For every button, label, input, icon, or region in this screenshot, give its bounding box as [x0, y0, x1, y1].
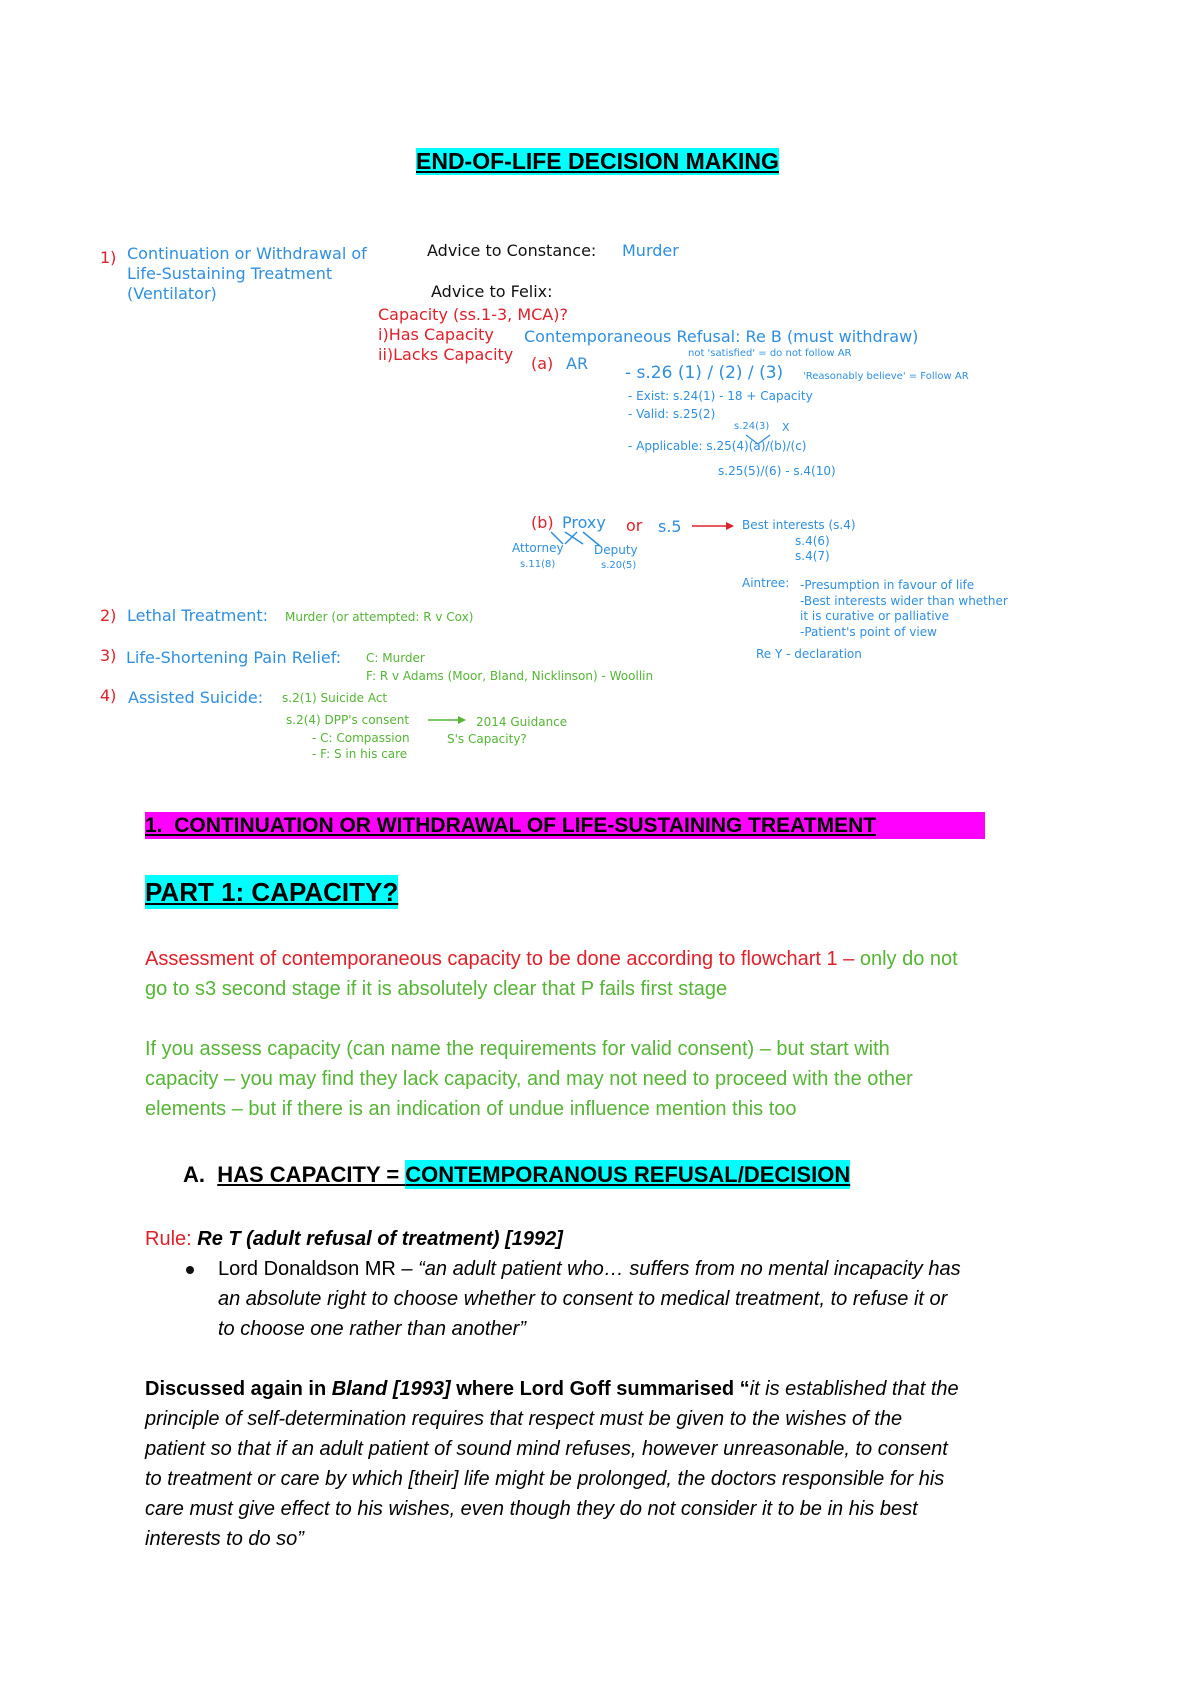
advice-constance-value: Murder [622, 241, 679, 260]
bland-quote-4: to treatment or care by which [their] life might be prolonged, the doctors responsible for his [145, 1468, 945, 1490]
assisted-suicide-guidance: 2014 Guidance [476, 715, 568, 729]
assisted-suicide-s21: s.2(1) Suicide Act [282, 691, 388, 705]
life-shortening-label: Life-Shortening Pain Relief: [126, 648, 342, 667]
deputy-label: Deputy [594, 543, 638, 557]
section-1-title: CONTINUATION OR WITHDRAWAL OF LIFE-SUSTAINING TREATMENT [174, 814, 877, 837]
bland-mid: where Lord Goff summarised “ [450, 1378, 750, 1400]
branch-a-label: (a) [531, 354, 554, 373]
item-1-line-3: (Ventilator) [127, 284, 217, 303]
life-shortening-c: C: Murder [366, 651, 425, 665]
assisted-suicide-care: - F: S in his care [312, 747, 408, 761]
s11-8-ref: s.11(8) [520, 559, 556, 570]
attorney-label: Attorney [512, 541, 564, 555]
assisted-suicide-compassion: - C: Compassion [312, 731, 410, 745]
branch-b-label: (b) [531, 513, 554, 532]
paragraph-1-green-b: go to s3 second stage if it is absolutely clear that P fails first stage [145, 978, 728, 1000]
or-label: or [626, 516, 643, 535]
assisted-suicide-dpp: s.2(4) DPP's consent [286, 713, 410, 727]
advice-felix-label: Advice to Felix: [431, 282, 553, 301]
lethal-treatment-value: Murder (or attempted: R v Cox) [285, 610, 474, 624]
x-mark: X [782, 421, 790, 434]
s26-ref: - s.26 (1) / (2) / (3) [625, 363, 784, 383]
paragraph-capacity-advice [145, 1034, 913, 1124]
document-title: END-OF-LIFE DECISION MAKING [416, 148, 779, 174]
paragraph-2-line-3: elements – but if there is an indication of undue influence mention this too [145, 1098, 797, 1120]
reasonably-believe-note: 'Reasonably believe' = Follow AR [803, 371, 969, 382]
exist-requirement: - Exist: s.24(1) - 18 + Capacity [628, 389, 813, 403]
bullet-dot [186, 1266, 194, 1274]
has-capacity: i)Has Capacity [378, 325, 494, 344]
s5-ref: s.5 [658, 517, 682, 536]
aintree-point-1: -Presumption in favour of life [800, 578, 975, 592]
paragraph-flowchart-note [145, 944, 958, 1004]
subsection-a-pre: HAS CAPACITY = [217, 1162, 406, 1187]
paragraph-1-red: Assessment of contemporaneous capacity to be done according to flowchart 1 – [145, 948, 855, 970]
capacity-question: Capacity (ss.1-3, MCA)? [378, 305, 568, 324]
life-shortening-f: F: R v Adams (Moor, Bland, Nicklinson) - Woollin [366, 669, 654, 683]
proxy-label: Proxy [562, 513, 606, 532]
item-1-label [127, 244, 367, 304]
bland-quote-1: it is established that the [749, 1378, 959, 1400]
subsection-a-heading [183, 1157, 850, 1193]
applicable-requirement: - Applicable: s.25(4)(a)/(b)/(c) [628, 439, 807, 453]
valid-requirement: - Valid: s.25(2) [628, 407, 716, 421]
item-1-line-1: Continuation or Withdrawal of [127, 244, 367, 263]
aintree-label: Aintree: [742, 576, 790, 590]
bland-quote-5: care must give effect to his wishes, even though they do not consider it to be in his best [145, 1498, 918, 1520]
donaldson-quote-3: to choose one rather than another” [218, 1318, 526, 1340]
s4-6-ref: s.4(6) [795, 534, 830, 548]
paragraph-1-green-a: only do not [859, 948, 958, 970]
rule-label: Rule: [145, 1228, 192, 1250]
advance-refusal: AR [566, 354, 589, 373]
section-1-number: 1. [145, 814, 163, 837]
assisted-suicide-capacity: S's Capacity? [447, 732, 527, 746]
paragraph-2-line-1: If you assess capacity (can name the requirements for valid consent) – but start with [145, 1038, 890, 1060]
contemporaneous-refusal: Contemporaneous Refusal: Re B (must withdraw) [524, 327, 919, 346]
item-number-3: 3) [100, 646, 117, 665]
paragraph-2-line-2: capacity – you may find they lack capacity, and may not need to proceed with the other [145, 1068, 913, 1090]
best-interests: Best interests (s.4) [742, 518, 856, 532]
donaldson-quote [218, 1254, 961, 1344]
donaldson-speaker: Lord Donaldson MR – [218, 1258, 419, 1280]
not-satisfied-note: not 'satisfied' = do not follow AR [688, 348, 852, 359]
aintree-points [800, 578, 1008, 640]
section-1-heading [145, 812, 985, 839]
re-y-declaration: Re Y - declaration [756, 647, 862, 661]
s24-3-ref: s.24(3) [734, 421, 770, 432]
aintree-point-3: it is curative or palliative [800, 609, 950, 623]
subsection-a-letter: A. [183, 1162, 205, 1187]
bland-case: Bland [1993] [331, 1378, 451, 1400]
aintree-point-2: -Best interests wider than whether [800, 593, 1008, 608]
bland-quote-6: interests to do so” [145, 1528, 304, 1550]
s20-5-ref: s.20(5) [601, 560, 637, 571]
bland-quote-3: patient so that if an adult patient of sound mind refuses, however unreasonable, to consent [145, 1438, 948, 1460]
item-1-line-2: Life-Sustaining Treatment [127, 264, 333, 283]
item-number-1: 1) [100, 248, 117, 267]
bland-pre: Discussed again in [145, 1378, 332, 1400]
lethal-treatment-label: Lethal Treatment: [127, 606, 269, 625]
donaldson-quote-1: “an adult patient who… suffers from no mental incapacity has [418, 1258, 961, 1280]
rule-case: Re T (adult refusal of treatment) [1992] [197, 1228, 563, 1250]
lacks-capacity: ii)Lacks Capacity [378, 345, 514, 364]
assisted-suicide-label: Assisted Suicide: [128, 688, 264, 707]
donaldson-quote-2: an absolute right to choose whether to consent to medical treatment, to refuse it or [218, 1288, 948, 1310]
item-number-2: 2) [100, 606, 117, 625]
subsection-a-highlight: CONTEMPORANOUS REFUSAL/DECISION [405, 1162, 851, 1187]
bland-paragraph [145, 1374, 959, 1554]
item-number-4: 4) [100, 686, 117, 705]
aintree-point-4: -Patient's point of view [800, 624, 937, 639]
bland-quote-2: principle of self-determination requires that respect must be given to the wishes of the [145, 1408, 903, 1430]
s4-7-ref: s.4(7) [795, 549, 830, 563]
rule-line [145, 1224, 563, 1254]
advice-constance-label: Advice to Constance: [427, 241, 597, 260]
s25-5-ref: s.25(5)/(6) - s.4(10) [718, 464, 836, 478]
part-1-heading: PART 1: CAPACITY? [145, 877, 399, 907]
